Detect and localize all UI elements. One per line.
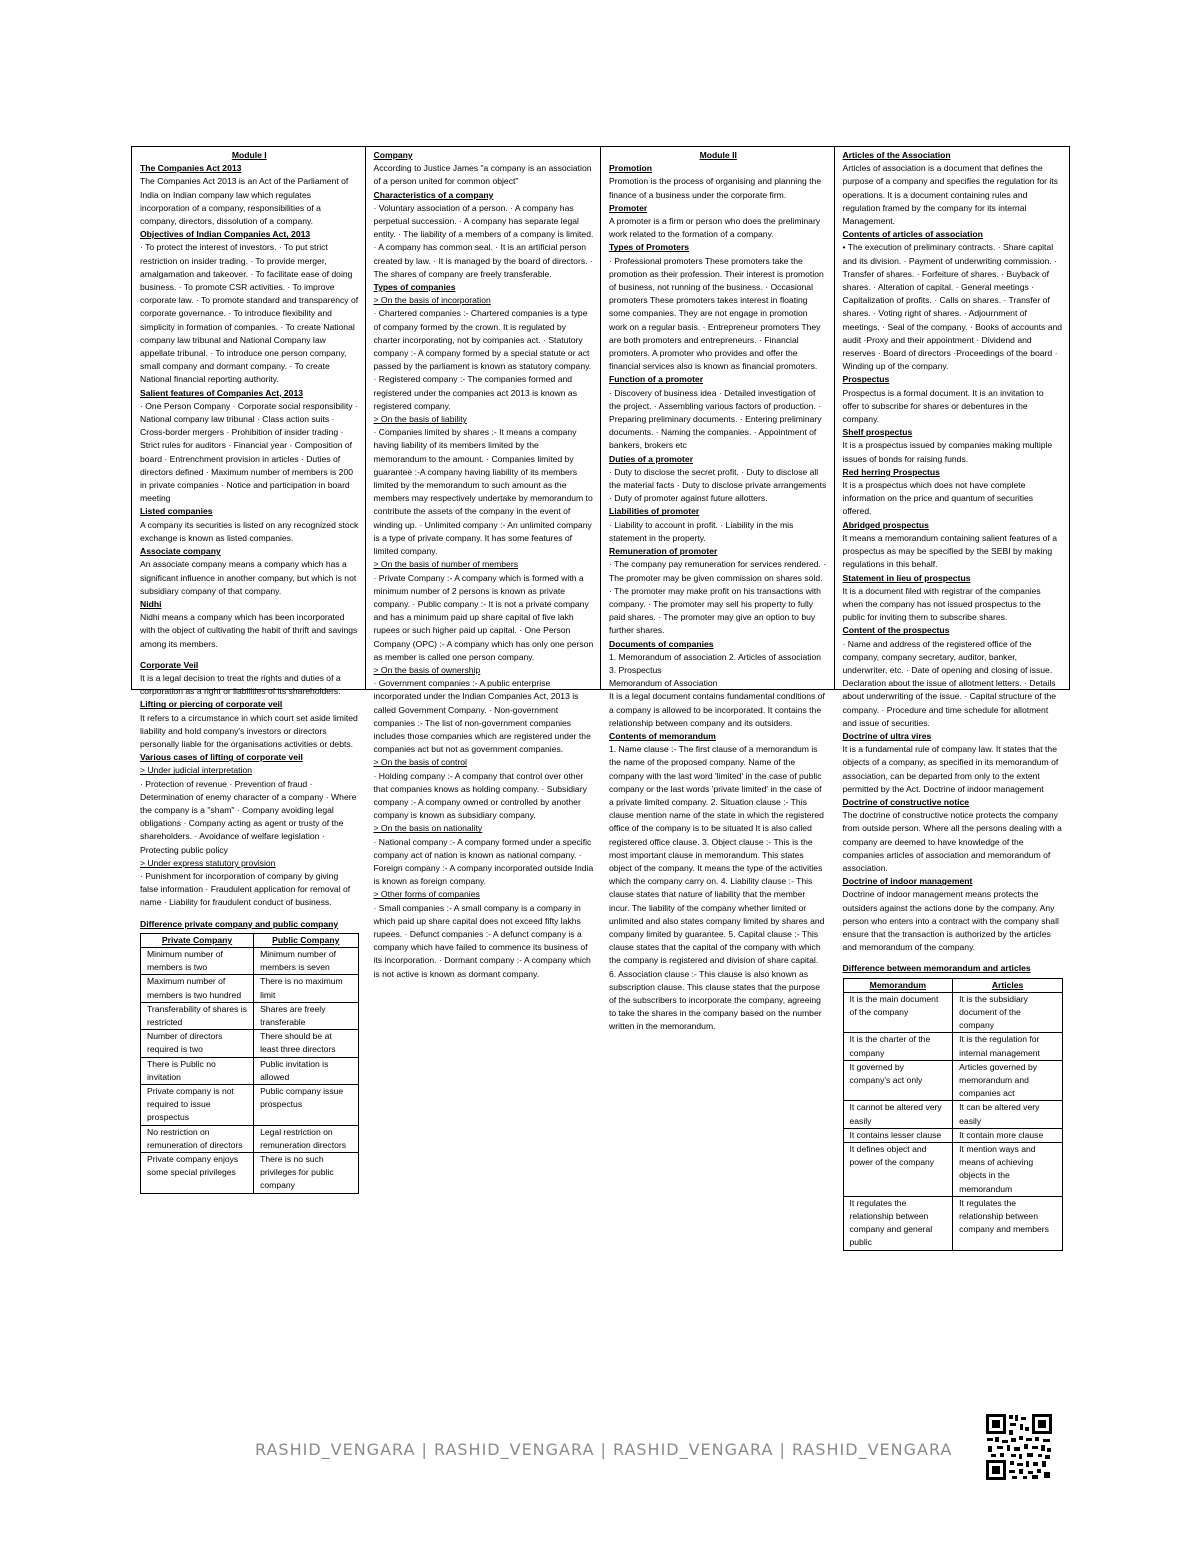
table-cell: Articles governed by memorandum and companies act bbox=[953, 1060, 1063, 1101]
prospectus-heading: Prospectus bbox=[842, 374, 890, 385]
statutory-subheading: > Under express statutory provision bbox=[140, 857, 276, 868]
listed-text: A company its securities is listed on any recognized stock exchange is known as listed companies. bbox=[140, 519, 359, 543]
table-cell: Private company enjoys some special privileges bbox=[141, 1153, 254, 1194]
column-3 bbox=[601, 147, 835, 1032]
other-forms-text: · Small companies :- A small company is a company in which paid up share capital does not exceed fifty lakhs rupees. · Defunct companies :- A defunct company is a company which have failed to commence its business of its incorporation. · Dormant company :- A company which is not active is known as dormant company. bbox=[373, 902, 591, 979]
prospectus-content-text: · Name and address of the registered office of the company, company secretary, auditor, banker, underwriter, etc. · Date of opening and closing of issue. Declaration about the issue of allotment letters. · Details about underwriting of the issue. · Capital structure of the company. · Procedure and time schedule for allotment and issue of securities. bbox=[842, 638, 1057, 728]
liabilities-heading: Liabilities of promoter bbox=[609, 506, 700, 517]
promoter-types-text: · Professional promoters These promoters take the promotion as their profession. Their interest is promotion of business, not running of the business. · Occasional promoters These promoters takes interest in floating some companies. They are not engage in promotion work on a regular basis. · Entrepreneur promoters They are both promoters and entrepreneurs. · Financial promoters. A promoter who provides and offer the financial services also is known as financial promoters. bbox=[609, 255, 824, 372]
promoter-heading: Promoter bbox=[609, 202, 648, 213]
members-subheading: > On the basis of number of members bbox=[373, 559, 518, 570]
table-cell: It is the regulation for internal management bbox=[953, 1033, 1063, 1060]
memorandum-contents-heading: Contents of memorandum bbox=[609, 730, 716, 741]
judicial-text: · Protection of revenue · Prevention of fraud · Determination of enemy character of a company · Where the company is a "sham" · Company avoiding legal obligations · Company acting as agent or trusty of the shareholders. · Avoidance of welfare legislation · Protecting public policy bbox=[140, 778, 357, 855]
characteristics-text: · Voluntary association of a person. · A company has perpetual succession. · A company has separate legal entity. · The liability of a members of a company is limited. · A company has common seal. · It is an artificial person created by law. · It is managed by the board of directors. · The shares of company are freely transferable. bbox=[373, 202, 594, 279]
members-text: · Private Company :- A company which is formed with a minimum number of 2 persons is known as private company. · Public company :- It is not a private company and has a minimum paid up share capital of five lakh rupees or such higher paid up capital. · One Person Company (OPC) :- A company which has only one person as member is called one person company. bbox=[373, 572, 594, 662]
nidhi-text: Nidhi means a company which has been incorporated with the object of cultivating the habit of thrift and savings among its members. bbox=[140, 612, 358, 649]
aoa-text: Articles of association is a document that defines the purpose of a company and specifies the regulation for its operations. It is a document containing rules and regulation framed by the company for its internal Management. bbox=[842, 163, 1058, 227]
table-row bbox=[141, 1030, 359, 1057]
table-row bbox=[141, 1057, 359, 1084]
ultra-vires-heading: Doctrine of ultra vires bbox=[842, 730, 932, 741]
table-row bbox=[141, 1002, 359, 1029]
table-header: Memorandum bbox=[843, 978, 953, 992]
veil-text: It is a legal decision to treat the rights and duties of a corporation as a right or liabilities of its shareholders. bbox=[140, 672, 341, 697]
promotion-text: Promotion is the process of organising and planning the finance of a business under the corporate firm. bbox=[609, 176, 822, 200]
table-cell: There is no maximum limit bbox=[254, 975, 358, 1002]
shelf-heading: Shelf prospectus bbox=[842, 427, 913, 438]
lifting-text: It refers to a circumstance in which court set aside limited liability and hold company's investors or directors personally liable for the organisations activities or debts. bbox=[140, 712, 358, 749]
spacer bbox=[140, 910, 359, 918]
documents-text: 1. Memorandum of association 2. Articles of association 3. Prospectus bbox=[609, 651, 822, 675]
statement-text: It is a document filed with registrar of the companies when the company has not issued prospectus to the public for inviting them to subscribe shares. bbox=[842, 585, 1041, 623]
table-cell: It regulates the relationship between company and general public bbox=[843, 1196, 953, 1250]
table-cell: It regulates the relationship between company and members bbox=[953, 1196, 1063, 1250]
table-cell: Number of directors required is two bbox=[141, 1030, 254, 1057]
table-header: Articles bbox=[953, 978, 1063, 992]
judicial-subheading: > Under judicial interpretation bbox=[140, 765, 253, 776]
cases-heading: Various cases of lifting of corporate veil bbox=[140, 752, 303, 763]
table-cell: It defines object and power of the company bbox=[843, 1143, 953, 1197]
column-2 bbox=[366, 147, 602, 979]
table-header: Private Company bbox=[141, 933, 254, 947]
table-row bbox=[141, 1125, 359, 1152]
control-subheading: > On the basis of control bbox=[373, 757, 467, 768]
spacer bbox=[843, 954, 1064, 962]
ownership-subheading: > On the basis of ownership bbox=[373, 664, 481, 675]
footer-watermark: RASHID_VENGARA | RASHID_VENGARA | RASHID_VENGARA | RASHID_VENGARA bbox=[255, 1440, 953, 1459]
objectives-text: · To protect the interest of investors. · To put strict restriction on insider trading. · To provide merger, amalgamation and takeover. · To facilitate ease of doing business. · To promote CSR activities. · To improve corporate law. · To promote standard and transparency of corporate governance. · To introduce flexibility and simplicity in formation of companies. · To create National company law tribunal and National Company law appellate tribunal. · To introduce one person company, small company and dormant company. · To create National financial reporting authority. bbox=[140, 242, 359, 385]
table-row bbox=[843, 1128, 1063, 1142]
liability-text: · Companies limited by shares :- It means a company having liability of its members limited by the memorandum to the amount. · Companies limited by guarantee :-A company having liability of its members limited by the memorandum to such amount as the members may respectively undertake by memorandum to contribute the assets of the company in the event of winding up. · Unlimited company :- An unlimited company is a type of private company. It has some features of limited company. bbox=[373, 427, 593, 557]
table-row bbox=[141, 975, 359, 1002]
memorandum-articles-table bbox=[843, 978, 1064, 1251]
notes-sheet bbox=[131, 146, 1070, 1248]
liabilities-text: · Liability to account in profit. · Liability in the mis statement in the property. bbox=[609, 519, 794, 543]
constructive-notice-text: The doctrine of constructive notice protects the company from outside person. Where all the persons dealing with a company are deemed to have knowledge of the companies articles of association and memorandum of association. bbox=[842, 810, 1062, 873]
table-cell: Maximum number of members is two hundred bbox=[141, 975, 254, 1002]
duties-heading: Duties of a promoter bbox=[609, 453, 694, 464]
private-public-table bbox=[140, 933, 359, 1194]
table-cell: It is the subsidiary document of the company bbox=[953, 992, 1063, 1033]
listed-heading: Listed companies bbox=[140, 506, 213, 517]
table-cell: It contains lesser clause bbox=[843, 1128, 953, 1142]
types-heading: Types of companies bbox=[373, 282, 456, 293]
abridged-text: It means a memorandum containing salient features of a prospectus as may be specified by the SEBI by making regulations in this behalf. bbox=[842, 532, 1057, 570]
column-4 bbox=[835, 147, 1070, 1248]
indoor-management-heading: Doctrine of indoor management bbox=[842, 876, 973, 887]
table-cell: Legal restriction on remuneration directors bbox=[254, 1125, 358, 1152]
nationality-text: · National company :- A company formed under a specific company act of nation is known as national company. · Foreign company :- A company incorporated outside India is known as foreign company. bbox=[373, 836, 594, 887]
spacer bbox=[140, 651, 359, 659]
constructive-notice-heading: Doctrine of constructive notice bbox=[842, 796, 970, 807]
moa-line: Memorandum of Association bbox=[609, 678, 718, 689]
prospectus-text: Prospectus is a formal document. It is an invitation to offer to subscribe for shares or debentures in the company. bbox=[842, 387, 1044, 425]
table-cell: Minimum number of members is two bbox=[141, 947, 254, 974]
objectives-heading: Objectives of Indian Companies Act, 2013 bbox=[140, 229, 311, 240]
function-heading: Function of a promoter bbox=[609, 374, 704, 385]
features-heading: Salient features of Companies Act, 2013 bbox=[140, 387, 304, 398]
table-cell: Transferability of shares is restricted bbox=[141, 1002, 254, 1029]
table-cell: Public invitation is allowed bbox=[254, 1057, 358, 1084]
liability-subheading: > On the basis of liability bbox=[373, 414, 467, 425]
table-cell: It contain more clause bbox=[953, 1128, 1063, 1142]
table-row bbox=[843, 1060, 1063, 1101]
table-cell: There is Public no invitation bbox=[141, 1057, 254, 1084]
table-header: Public Company bbox=[254, 933, 358, 947]
table-cell: No restriction on remuneration of directors bbox=[141, 1125, 254, 1152]
table-row bbox=[843, 1101, 1063, 1128]
other-forms-subheading: > Other forms of companies bbox=[373, 889, 480, 900]
memorandum-contents-text: 1. Name clause :- The first clause of a memorandum is the name of the proposed company. Name of the company with the last word 'limited' in the case of public company or the last words 'private limited' in the case of a private limited company. 2. Situation clause :- This clause mention name of the state in which the registered office of the company is to be situated It is also called registered office clause. 3. Object clause :- This is the most important clause in memorandum. This states object of the company. It means the type of the activities which the company carry on. 4. Liability clause :- This clause states that nature of liability that the member incur. The liability of the company whether limited or unlimited and also states company limited by shares and company limited by guarantee. 5. Capital clause :- This clause states that the capital of the company with which the company is registered and division of share capital. 6. Association clause :- This clause is also known as subscription clause. This clause states that the purpose of the subscribers to incorporate the company, agreeing to take the shares in the company based on the number written in the memorandum. bbox=[609, 744, 825, 1032]
table-cell: It cannot be altered very easily bbox=[843, 1101, 953, 1128]
features-text: · One Person Company · Corporate social responsibility · National company law tribunal · Class action suits · Cross-border mergers · Prohibition of insider trading · Strict rules for auditors · Financial year · Composition of board · Entrenchment provision in articles · Duties of directors defined · Maximum number of members is 200 in private companies · Notice and participation in board meeting bbox=[140, 400, 358, 504]
column-1 bbox=[132, 147, 366, 1191]
module-2-title: Module II bbox=[699, 150, 737, 160]
promotion-heading: Promotion bbox=[609, 163, 652, 174]
statutory-text: · Punishment for incorporation of company by giving false information · Fraudulent application for removal of name · Liability for fraudulent conduct of business. bbox=[140, 870, 351, 908]
remuneration-text: · The company pay remuneration for services rendered. · The promoter may be given commission on shares sold. · The promoter may make profit on his transactions with company. · The promoter may sell his property to fully paid shares. · The promoter may give an option to buy further shares. bbox=[609, 559, 827, 636]
indoor-management-text: Doctrine of indoor management means protects the outsiders against the actions done by the company. Any person who enters into a contract with the company shall ensure that the transaction is authorized by the articles and memorandum of the company. bbox=[842, 889, 1059, 953]
act-text: The Companies Act 2013 is an Act of the Parliament of India on Indian company law which regulates incorporation of a company, responsibilities of a company, directors, dissolution of a company. bbox=[140, 176, 349, 227]
remuneration-heading: Remuneration of promoter bbox=[609, 546, 718, 557]
control-text: · Holding company :- A company that control over other that companies knows as holding company. · Subsidiary company :- A company owned or controlled by another company is known as subsidiary company. bbox=[373, 770, 587, 821]
duties-text: · Duty to disclose the secret profit. · Duty to disclose all the material facts · Duty to disclose private arrangements · Duty of promoter against future allotters. bbox=[609, 466, 827, 504]
ultra-vires-text: It is a fundamental rule of company law. It states that the objects of a company, as specified in its memorandum of association, can be departed from only to the extent permitted by the Act. Doctrine of indoor management bbox=[842, 744, 1059, 794]
table-cell: It is the main document of the company bbox=[843, 992, 953, 1033]
table-cell: There should be at least three directors bbox=[254, 1030, 358, 1057]
table-cell: Shares are freely transferable bbox=[254, 1002, 358, 1029]
table-cell: There is no such privileges for public company bbox=[254, 1153, 358, 1194]
promoter-text: A promoter is a firm or person who does the preliminary work related to the formation of a company. bbox=[609, 216, 821, 240]
table-row bbox=[141, 1085, 359, 1126]
table-cell: Private company is not required to issue prospectus bbox=[141, 1085, 254, 1126]
moa-text: It is a legal document contains fundamental conditions of a company is allowed to be incorporated. It contains the relationship between company and its outsiders. bbox=[609, 691, 825, 728]
table-row bbox=[843, 1143, 1063, 1197]
table-row bbox=[141, 1153, 359, 1194]
veil-heading: Corporate Veil bbox=[140, 659, 199, 670]
red-herring-text: It is a prospectus which does not have complete information on the price and quantum of securities offered. bbox=[842, 480, 1034, 517]
function-text: · Discovery of business idea · Detailed investigation of the project. · Assembling various factors of production. · Preparing preliminary documents. · Entering preliminary documents. · Naming the companies. · Appointment of bankers, brokers etc bbox=[609, 387, 822, 451]
company-heading: Company bbox=[373, 150, 413, 160]
characteristics-heading: Characteristics of a company bbox=[373, 189, 494, 200]
table-cell: Minimum number of members is seven bbox=[254, 947, 358, 974]
incorporation-text: · Chartered companies :- Chartered companies is a type of company formed by the crown. It is regulated by charter incorporating, not by companies act. · Statutory company :- A company formed by a special statute or act passed by the parliament is known as statutory company. · Registered company :- The companies formed and registered under the companies act 2013 is known as registered company. bbox=[373, 308, 592, 411]
associate-heading: Associate company bbox=[140, 546, 221, 557]
table-cell: It can be altered very easily bbox=[953, 1101, 1063, 1128]
documents-heading: Documents of companies bbox=[609, 638, 714, 649]
incorporation-subheading: > On the basis of incorporation bbox=[373, 295, 491, 306]
table-row bbox=[843, 992, 1063, 1033]
aoa-heading: Articles of the Association bbox=[842, 150, 951, 160]
nationality-subheading: > On the basis on nationality bbox=[373, 823, 483, 834]
table-row bbox=[843, 1196, 1063, 1250]
table-cell: It governed by company's act only bbox=[843, 1060, 953, 1101]
nidhi-heading: Nidhi bbox=[140, 598, 162, 609]
act-heading: The Companies Act 2013 bbox=[140, 163, 242, 174]
table-cell: It mention ways and means of achieving objects in the memorandum bbox=[953, 1143, 1063, 1197]
table-cell: It is the charter of the company bbox=[843, 1033, 953, 1060]
statement-heading: Statement in lieu of prospectus bbox=[842, 572, 971, 583]
aoa-contents-text: • The execution of preliminary contracts. · Share capital and its division. · Payment of underwriting commission. · Transfer of shares. · Forfeiture of shares. · Buyback of shares. · Alteration of capital. · General meetings · Capitalization of profits. · Calls on shares. · Transfer of shares. · Voting right of shares. · Adjournment of meetings. · Seal of the company. · Books of accounts and audit ·Proxy and their appointment · Dividend and reserves · Board of directors ·Proceedings of the board · Winding up of the company. bbox=[842, 242, 1063, 372]
shelf-text: It is a prospectus issued by companies making multiple issues of bonds for raising funds. bbox=[842, 440, 1053, 464]
table-row bbox=[843, 1033, 1063, 1060]
promoter-types-heading: Types of Promoters bbox=[609, 242, 690, 253]
table-cell: Public company issue prospectus bbox=[254, 1085, 358, 1126]
company-table-heading: Difference private company and public company bbox=[140, 918, 339, 929]
associate-text: An associate company means a company which has a significant influence in another company, but which is not subsidiary company of that company. bbox=[140, 559, 357, 596]
qr-code-icon bbox=[985, 1413, 1053, 1481]
company-text: According to Justice James "a company is an association of a person united for common object" bbox=[373, 163, 592, 187]
module-1-title: Module I bbox=[231, 150, 267, 160]
prospectus-content-heading: Content of the prospectus bbox=[842, 625, 950, 636]
lifting-heading: Lifting or piercing of corporate veil bbox=[140, 699, 283, 710]
memo-articles-table-heading: Difference between memorandum and articles bbox=[842, 963, 1031, 974]
aoa-contents-heading: Contents of articles of association bbox=[842, 229, 983, 240]
ownership-text: · Government companies :- A public enterprise incorporated under the Indian Companies Act, 2013 is called Government Company. · Non-government companies :- The list of non-government companies includes those companies which are registered under the companies act but not as government companies. bbox=[373, 678, 591, 755]
table-row bbox=[141, 947, 359, 974]
red-herring-heading: Red herring Prospectus bbox=[842, 466, 940, 477]
abridged-heading: Abridged prospectus bbox=[842, 519, 929, 530]
